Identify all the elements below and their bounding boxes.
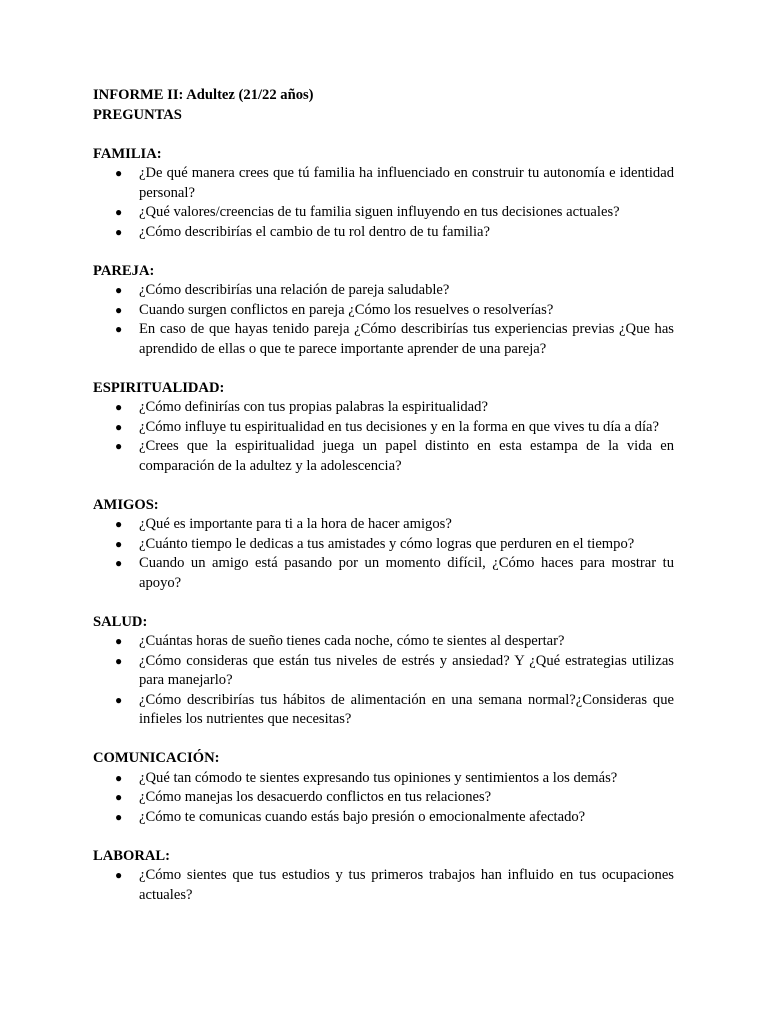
section-title: ESPIRITUALIDAD: [93,379,225,396]
section-title: COMUNICACIÓN: [93,750,220,766]
question-text: ¿Cómo definirías con tus propias palabras la espiritualidad? [139,399,488,415]
question-item [93,866,674,905]
bullet-icon: ● [115,166,123,180]
section-title: FAMILIA: [93,145,162,162]
question-item [93,535,674,555]
question-item [93,769,674,789]
question-item [93,418,674,438]
question-list [93,281,674,359]
question-text: ¿Cuántas horas de sueño tienes cada noche, cómo te sientes al despertar? [139,633,565,649]
bullet-icon: ● [115,809,123,824]
question-item [93,788,674,808]
question-text: ¿Cómo te comunicas cuando estás bajo presión o emocionalmente afectado? [139,808,586,825]
question-item [93,164,674,203]
question-text: ¿Cómo consideras que están tus niveles de estrés y ansiedad? Y ¿Qué estrategias utilizas para manejarlo? [139,652,674,688]
section [93,749,674,827]
question-text: Cuando un amigo está pasando por un momento difícil, ¿Cómo haces para mostrar tu apoyo? [139,555,674,591]
question-list [93,515,674,593]
section-title: AMIGOS: [93,496,159,513]
section [93,496,674,594]
document-title: INFORME II: Adultez (21/22 años) [93,87,314,103]
bullet-icon: ● [115,517,123,531]
question-item [93,652,674,691]
question-list [93,164,674,242]
question-item [93,808,674,828]
question-item [93,281,674,301]
question-list [93,866,674,905]
bullet-icon: ● [115,419,123,434]
question-text: En caso de que hayas tenido pareja ¿Cómo describirías tus experiencias previas ¿Que has aprendido de ellas o que te parece importante aprender de una pareja? [139,321,674,357]
question-item [93,632,674,652]
bullet-icon: ● [115,634,123,648]
question-text: Cuando surgen conflictos en pareja ¿Cómo los resuelves o resolverías? [139,301,554,318]
question-text: ¿Qué tan cómodo te sientes expresando tus opiniones y sentimientos a los demás? [139,769,618,786]
question-text: ¿Cómo describirías tus hábitos de alimentación en una semana normal?¿Consideras que infieles los nutrientes que necesitas? [139,691,674,727]
question-item [93,398,674,418]
question-text: ¿Cómo manejas los desacuerdo conflictos en tus relaciones? [139,789,492,805]
section-title: LABORAL: [93,847,171,864]
bullet-icon: ● [115,205,123,219]
section [93,145,674,243]
question-list [93,398,674,476]
section [93,379,674,477]
bullet-icon: ● [115,692,123,707]
question-item [93,223,674,243]
bullet-icon: ● [115,790,123,804]
bullet-icon: ● [115,536,123,551]
question-text: ¿Cómo sientes que tus estudios y tus primeros trabajos han influido en tus ocupaciones actuales? [139,867,674,903]
question-text: ¿Cómo describirías el cambio de tu rol dentro de tu familia? [139,223,490,240]
question-item [93,691,674,730]
bullet-icon: ● [115,653,123,668]
bullet-icon: ● [115,283,123,297]
question-item [93,437,674,476]
section [93,847,674,906]
question-item [93,515,674,535]
section [93,613,674,730]
bullet-icon: ● [115,400,123,414]
bullet-icon: ● [115,770,123,785]
question-text: ¿Cuánto tiempo le dedicas a tus amistades y cómo logras que perduren en el tiempo? [139,535,635,552]
question-text: ¿Qué valores/creencias de tu familia siguen influyendo en tus decisiones actuales? [139,204,620,220]
question-item [93,203,674,223]
question-list [93,632,674,730]
question-text: ¿Cómo describirías una relación de pareja saludable? [139,282,450,298]
sections-container [93,145,674,906]
question-text: ¿Qué es importante para ti a la hora de hacer amigos? [139,516,452,532]
section-title: SALUD: [93,613,148,630]
question-text: ¿Cómo influye tu espiritualidad en tus decisiones y en la forma en que vives tu día a día? [139,418,659,435]
bullet-icon: ● [115,302,123,317]
bullet-icon: ● [115,556,123,570]
bullet-icon: ● [115,439,123,453]
question-text: ¿Crees que la espiritualidad juega un papel distinto en esta estampa de la vida en comparación de la adultez y la adolescencia? [139,438,674,474]
question-text: ¿De qué manera crees que tú familia ha influenciado en construir tu autonomía e identidad personal? [139,165,674,201]
question-list [93,769,674,828]
document-page [93,86,674,905]
question-item [93,320,674,359]
question-item [93,301,674,321]
question-item [93,554,674,593]
section [93,262,674,360]
bullet-icon: ● [115,322,123,336]
bullet-icon: ● [115,224,123,239]
document-subtitle: PREGUNTAS [93,106,182,123]
section-title: PAREJA: [93,262,155,279]
bullet-icon: ● [115,868,123,882]
